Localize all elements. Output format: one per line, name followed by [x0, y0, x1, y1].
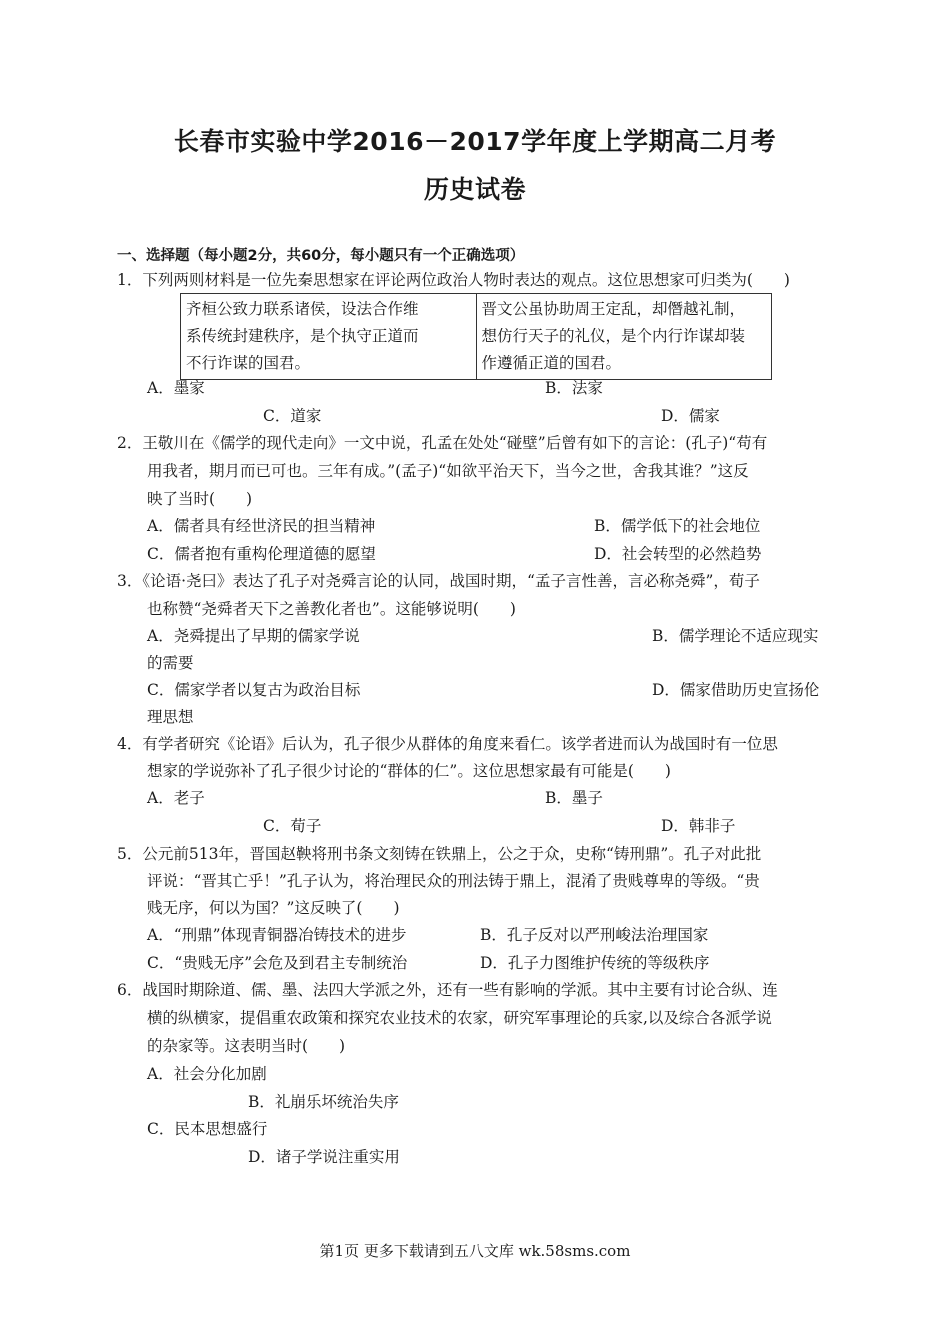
q1-option-c: C．道家 [263, 407, 322, 425]
q5-stem-line2: 评说：“晋其亡乎！”孔子认为，将治理民众的刑法铸于鼎上，混淆了贵贱尊卑的等级。“贵 [147, 872, 760, 890]
q3-stem-line2: 也称赞“尧舜者天下之善教化者也”。这能够说明( ) [147, 600, 516, 618]
q2-option-b: B．儒学低下的社会地位 [594, 517, 761, 535]
section-heading: 一、选择题（每小题2分，共60分，每小题只有一个正确选项） [117, 248, 525, 264]
page-footer: 第1页 更多下载请到五八文库 wk.58sms.com [319, 1242, 631, 1260]
q5-option-b: B．孔子反对以严刑峻法治理国家 [480, 926, 709, 944]
q6-stem-line3: 的杂家等。这表明当时( ) [147, 1037, 346, 1055]
q1-option-b: B．法家 [545, 379, 603, 397]
q3-option-b-cont: 的需要 [147, 654, 194, 672]
q1-option-d: D．儒家 [661, 407, 720, 425]
q2-option-c: C．儒者抱有重构伦理道德的愿望 [147, 545, 376, 563]
q6-stem-line1: 6．战国时期除道、儒、墨、法四大学派之外，还有一些有影响的学派。其中主要有讨论合纵、连 [117, 981, 778, 999]
q3-option-d-cont: 理思想 [147, 708, 194, 726]
q4-stem-line2: 想家的学说弥补了孔子很少讨论的“群体的仁”。这位思想家最有可能是( ) [147, 762, 671, 780]
q1-material-left: 齐桓公致力联系诸侯，设法合作维 系传统封建秩序，是个执守正道而 不行诈谋的国君。 [181, 294, 477, 380]
q3-option-b: B．儒学理论不适应现实 [652, 627, 819, 645]
q4-option-c: C．荀子 [263, 817, 322, 835]
q3-option-d: D．儒家借助历史宣扬伦 [652, 681, 820, 699]
q5-stem-line3: 贱无序，何以为国？”这反映了( ) [147, 899, 400, 917]
q1-stem: 1．下列两则材料是一位先秦思想家在评论两位政治人物时表达的观点。这位思想家可归类为( ) [117, 271, 790, 289]
exam-title-line2: 历史试卷 [423, 175, 526, 204]
q1-material-table [180, 293, 772, 380]
q4-option-d: D．韩非子 [661, 817, 736, 835]
exam-title-line1: 长春市实验中学2016－2017学年度上学期高二月考 [173, 127, 777, 156]
q6-option-d: D．诸子学说注重实用 [248, 1148, 400, 1166]
q2-stem-line2: 用我者，期月而已可也。三年有成。”(孟子)“如欲平治天下，当今之世，舍我其谁？”这反 [147, 462, 749, 480]
q6-option-b: B．礼崩乐坏统治失序 [248, 1093, 399, 1111]
q5-stem-line1: 5．公元前513年，晋国赵鞅将刑书条文刻铸在铁鼎上，公之于众，史称“铸刑鼎”。孔子对此批 [117, 845, 762, 863]
q3-stem-line1: 3．《论语·尧曰》表达了孔子对尧舜言论的认同，战国时期，“孟子言性善，言必称尧舜”，荀子 [117, 572, 760, 590]
q5-option-d: D．孔子力图维护传统的等级秩序 [480, 954, 710, 972]
q2-option-a: A．儒者具有经世济民的担当精神 [147, 517, 376, 535]
q3-option-c: C．儒家学者以复古为政治目标 [147, 681, 361, 699]
q1-material-right: 晋文公虽协助周王定乱，却僭越礼制， 想仿行天子的礼仪，是个内行诈谋却装 作遵循正道的国君。 [476, 294, 772, 380]
q1-option-a: A．墨家 [147, 379, 205, 397]
q5-option-a: A．“刑鼎”体现青铜器冶铸技术的进步 [147, 926, 407, 944]
q6-option-c: C．民本思想盛行 [147, 1120, 268, 1138]
q4-stem-line1: 4．有学者研究《论语》后认为，孔子很少从群体的角度来看仁。该学者进而认为战国时有一位思 [117, 735, 778, 753]
q2-option-d: D．社会转型的必然趋势 [594, 545, 762, 563]
q4-option-b: B．墨子 [545, 789, 603, 807]
q2-stem-line1: 2．王敬川在《儒学的现代走向》一文中说，孔孟在处处“碰壁”后曾有如下的言论：(孔子)“苟有 [117, 434, 768, 452]
q5-option-c: C．“贵贱无序”会危及到君主专制统治 [147, 954, 408, 972]
q6-stem-line2: 横的纵横家，提倡重农政策和探究农业技术的农家，研究军事理论的兵家,以及综合各派学说 [147, 1009, 772, 1027]
q2-stem-line3: 映了当时( ) [147, 490, 253, 508]
q6-option-a: A．社会分化加剧 [147, 1065, 267, 1083]
q3-option-a: A．尧舜提出了早期的儒家学说 [147, 627, 360, 645]
q4-option-a: A．老子 [147, 789, 205, 807]
